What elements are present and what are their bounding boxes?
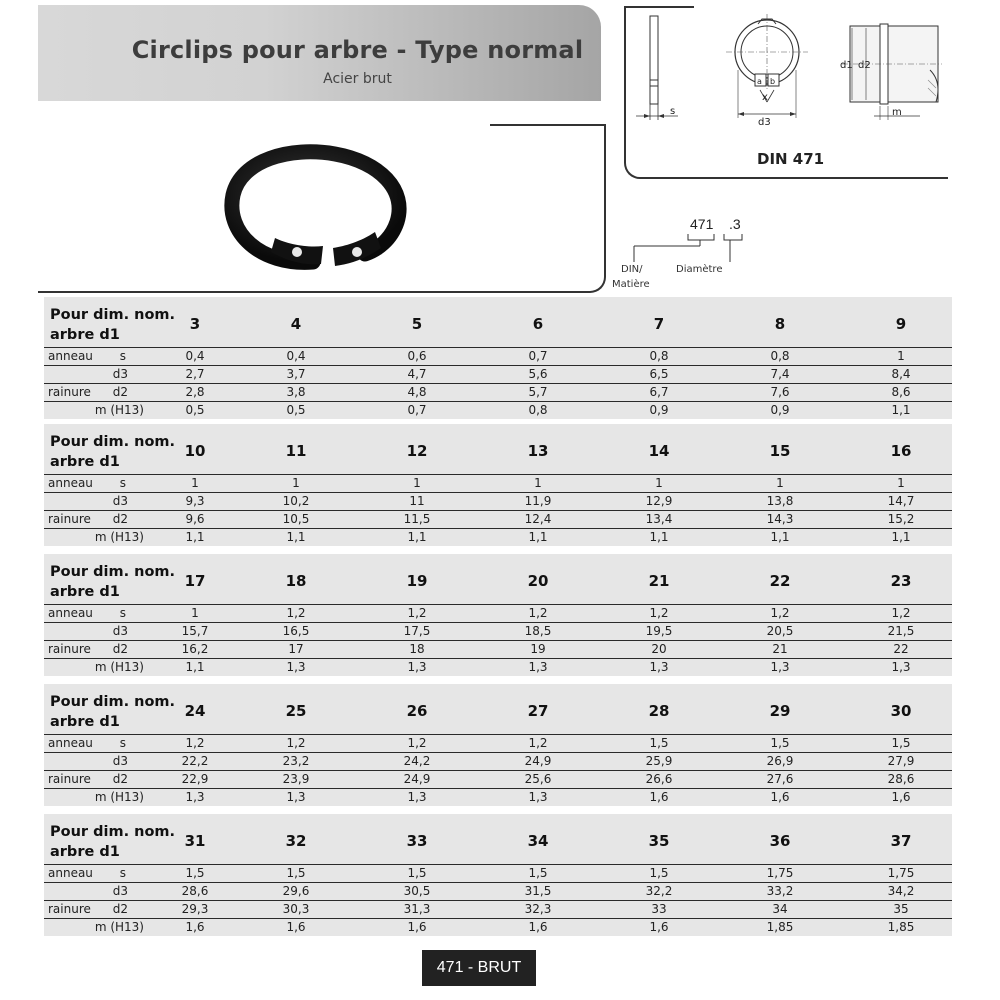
value-cell: 3,7 bbox=[286, 367, 306, 381]
value-cell: 1,5 bbox=[649, 736, 669, 750]
page-title: Circlips pour arbre - Type normal bbox=[131, 36, 584, 64]
table-row-d3 bbox=[44, 752, 952, 770]
header-line-2: arbre d1 bbox=[50, 454, 120, 470]
size-cell: 33 bbox=[406, 832, 428, 850]
value-cell: 17 bbox=[288, 642, 304, 656]
table-header bbox=[44, 814, 952, 864]
value-cell: 8,6 bbox=[891, 385, 911, 399]
value-cell: 1,1 bbox=[891, 530, 911, 544]
row-sub-label: m (H13) bbox=[94, 660, 144, 674]
value-cell: 1,1 bbox=[770, 530, 790, 544]
table-header-label bbox=[50, 562, 175, 602]
row-group-label: anneau bbox=[48, 606, 93, 620]
table-row-m bbox=[44, 401, 952, 419]
value-cell: 31,3 bbox=[403, 902, 431, 916]
table-row-s bbox=[44, 474, 952, 492]
value-cell: 0,7 bbox=[407, 403, 427, 417]
value-cell: 0,4 bbox=[286, 349, 306, 363]
size-cell: 23 bbox=[890, 572, 912, 590]
value-cell: 15,7 bbox=[181, 624, 209, 638]
value-cell: 24,9 bbox=[403, 772, 431, 786]
order-code-material-label: Matière bbox=[612, 279, 650, 290]
value-cell: 1,3 bbox=[770, 660, 790, 674]
row-sub-label: m (H13) bbox=[94, 790, 144, 804]
value-cell: 4,7 bbox=[407, 367, 427, 381]
value-cell: 1,3 bbox=[407, 790, 427, 804]
value-cell: 1,85 bbox=[766, 920, 794, 934]
value-cell: 33,2 bbox=[766, 884, 794, 898]
value-cell: 1,85 bbox=[887, 920, 915, 934]
size-cell: 9 bbox=[895, 315, 907, 333]
table-header-label bbox=[50, 305, 175, 345]
size-cell: 35 bbox=[648, 832, 670, 850]
size-cell: 28 bbox=[648, 702, 670, 720]
size-cell: 30 bbox=[890, 702, 912, 720]
value-cell: 0,9 bbox=[770, 403, 790, 417]
size-cell: 29 bbox=[769, 702, 791, 720]
row-sub-label: d3 bbox=[112, 494, 128, 508]
label-d3: d3 bbox=[758, 117, 771, 128]
value-cell: 32,3 bbox=[524, 902, 552, 916]
value-cell: 1,1 bbox=[891, 403, 911, 417]
row-sub-label: d2 bbox=[112, 512, 128, 526]
value-cell: 22,2 bbox=[181, 754, 209, 768]
row-group-label: rainure bbox=[48, 512, 91, 526]
order-code-diameter-label: Diamètre bbox=[676, 264, 723, 275]
value-cell: 1 bbox=[655, 476, 663, 490]
row-sub-label: d3 bbox=[112, 367, 128, 381]
value-cell: 1,5 bbox=[286, 866, 306, 880]
table-row-m bbox=[44, 918, 952, 936]
row-sub-label: s bbox=[119, 606, 126, 620]
din-diagram-frame-top bbox=[624, 6, 694, 8]
value-cell: 25,9 bbox=[645, 754, 673, 768]
row-sub-label: s bbox=[119, 476, 126, 490]
size-cell: 3 bbox=[189, 315, 201, 333]
value-cell: 11 bbox=[409, 494, 425, 508]
row-sub-label: m (H13) bbox=[94, 920, 144, 934]
value-cell: 1,6 bbox=[649, 790, 669, 804]
value-cell: 15,2 bbox=[887, 512, 915, 526]
size-cell: 16 bbox=[890, 442, 912, 460]
value-cell: 0,8 bbox=[649, 349, 669, 363]
table-header bbox=[44, 554, 952, 604]
row-group-label: rainure bbox=[48, 642, 91, 656]
header-line-1: Pour dim. nom. bbox=[50, 564, 176, 580]
value-cell: 1,2 bbox=[528, 606, 548, 620]
value-cell: 1,1 bbox=[407, 530, 427, 544]
row-sub-label: d3 bbox=[112, 754, 128, 768]
value-cell: 27,6 bbox=[766, 772, 794, 786]
value-cell: 16,2 bbox=[181, 642, 209, 656]
value-cell: 1,3 bbox=[286, 660, 306, 674]
value-cell: 1,3 bbox=[649, 660, 669, 674]
row-group-label: rainure bbox=[48, 385, 91, 399]
size-cell: 6 bbox=[532, 315, 544, 333]
value-cell: 5,7 bbox=[528, 385, 548, 399]
table-row-s bbox=[44, 347, 952, 365]
table-row-m bbox=[44, 788, 952, 806]
value-cell: 2,7 bbox=[185, 367, 205, 381]
value-cell: 8,4 bbox=[891, 367, 911, 381]
circlip-photo bbox=[215, 140, 415, 280]
value-cell: 1,3 bbox=[528, 790, 548, 804]
value-cell: 1,2 bbox=[286, 606, 306, 620]
value-cell: 1,2 bbox=[528, 736, 548, 750]
value-cell: 32,2 bbox=[645, 884, 673, 898]
header-banner bbox=[38, 5, 601, 101]
row-sub-label: d3 bbox=[112, 884, 128, 898]
value-cell: 1,6 bbox=[649, 920, 669, 934]
value-cell: 31,5 bbox=[524, 884, 552, 898]
value-cell: 1,3 bbox=[286, 790, 306, 804]
value-cell: 1 bbox=[534, 476, 542, 490]
row-sub-label: d2 bbox=[112, 385, 128, 399]
table-row-d3 bbox=[44, 882, 952, 900]
value-cell: 4,8 bbox=[407, 385, 427, 399]
value-cell: 1,6 bbox=[770, 790, 790, 804]
size-cell: 22 bbox=[769, 572, 791, 590]
size-cell: 18 bbox=[285, 572, 307, 590]
value-cell: 20 bbox=[651, 642, 667, 656]
value-cell: 1,2 bbox=[891, 606, 911, 620]
table-row-m bbox=[44, 528, 952, 546]
value-cell: 0,7 bbox=[528, 349, 548, 363]
size-cell: 20 bbox=[527, 572, 549, 590]
size-cell: 26 bbox=[406, 702, 428, 720]
label-d1: d1 bbox=[840, 60, 853, 71]
value-cell: 1,3 bbox=[407, 660, 427, 674]
footer-badge: 471 - BRUT bbox=[422, 950, 536, 986]
value-cell: 1,1 bbox=[528, 530, 548, 544]
row-sub-label: d2 bbox=[112, 642, 128, 656]
dimension-table bbox=[44, 297, 952, 419]
value-cell: 1 bbox=[897, 476, 905, 490]
din-technical-drawing bbox=[630, 10, 942, 130]
value-cell: 24,2 bbox=[403, 754, 431, 768]
value-cell: 19 bbox=[530, 642, 546, 656]
value-cell: 17,5 bbox=[403, 624, 431, 638]
value-cell: 1 bbox=[191, 606, 199, 620]
value-cell: 23,2 bbox=[282, 754, 310, 768]
value-cell: 13,4 bbox=[645, 512, 673, 526]
value-cell: 27,9 bbox=[887, 754, 915, 768]
size-cell: 14 bbox=[648, 442, 670, 460]
value-cell: 5,6 bbox=[528, 367, 548, 381]
table-header bbox=[44, 684, 952, 734]
size-cell: 31 bbox=[184, 832, 206, 850]
value-cell: 1,6 bbox=[185, 920, 205, 934]
table-header bbox=[44, 297, 952, 347]
value-cell: 1,5 bbox=[891, 736, 911, 750]
size-cell: 5 bbox=[411, 315, 423, 333]
order-code-part-a: 471 bbox=[690, 216, 714, 232]
header-line-2: arbre d1 bbox=[50, 327, 120, 343]
value-cell: 29,6 bbox=[282, 884, 310, 898]
value-cell: 1,1 bbox=[649, 530, 669, 544]
value-cell: 1 bbox=[191, 476, 199, 490]
value-cell: 26,9 bbox=[766, 754, 794, 768]
table-row-s bbox=[44, 604, 952, 622]
header-line-2: arbre d1 bbox=[50, 584, 120, 600]
value-cell: 0,5 bbox=[185, 403, 205, 417]
value-cell: 1,5 bbox=[649, 866, 669, 880]
value-cell: 1,5 bbox=[407, 866, 427, 880]
value-cell: 30,5 bbox=[403, 884, 431, 898]
value-cell: 7,6 bbox=[770, 385, 790, 399]
value-cell: 10,2 bbox=[282, 494, 310, 508]
value-cell: 1,5 bbox=[770, 736, 790, 750]
row-sub-label: s bbox=[119, 736, 126, 750]
value-cell: 16,5 bbox=[282, 624, 310, 638]
row-group-label: anneau bbox=[48, 349, 93, 363]
header-line-2: arbre d1 bbox=[50, 844, 120, 860]
size-cell: 37 bbox=[890, 832, 912, 850]
value-cell: 11,9 bbox=[524, 494, 552, 508]
header-line-1: Pour dim. nom. bbox=[50, 694, 176, 710]
value-cell: 34,2 bbox=[887, 884, 915, 898]
size-cell: 34 bbox=[527, 832, 549, 850]
value-cell: 28,6 bbox=[181, 884, 209, 898]
table-row-m bbox=[44, 658, 952, 676]
value-cell: 24,9 bbox=[524, 754, 552, 768]
order-code-brackets bbox=[630, 232, 750, 266]
value-cell: 1 bbox=[897, 349, 905, 363]
row-sub-label: d2 bbox=[112, 902, 128, 916]
row-sub-label: m (H13) bbox=[94, 403, 144, 417]
value-cell: 21 bbox=[772, 642, 788, 656]
value-cell: 1,1 bbox=[286, 530, 306, 544]
value-cell: 9,3 bbox=[185, 494, 205, 508]
size-cell: 36 bbox=[769, 832, 791, 850]
product-photo-frame-top bbox=[490, 124, 604, 126]
page-subtitle: Acier brut bbox=[323, 71, 392, 87]
size-cell: 11 bbox=[285, 442, 307, 460]
value-cell: 1,2 bbox=[185, 736, 205, 750]
value-cell: 7,4 bbox=[770, 367, 790, 381]
size-cell: 8 bbox=[774, 315, 786, 333]
value-cell: 1,2 bbox=[286, 736, 306, 750]
table-header bbox=[44, 424, 952, 474]
value-cell: 23,9 bbox=[282, 772, 310, 786]
value-cell: 1 bbox=[413, 476, 421, 490]
dimension-table bbox=[44, 554, 952, 676]
value-cell: 33 bbox=[651, 902, 667, 916]
value-cell: 1,6 bbox=[407, 920, 427, 934]
size-cell: 32 bbox=[285, 832, 307, 850]
header-line-1: Pour dim. nom. bbox=[50, 824, 176, 840]
table-row-d2 bbox=[44, 640, 952, 658]
value-cell: 0,9 bbox=[649, 403, 669, 417]
value-cell: 19,5 bbox=[645, 624, 673, 638]
label-b: b bbox=[770, 77, 776, 86]
table-row-d2 bbox=[44, 510, 952, 528]
value-cell: 9,6 bbox=[185, 512, 205, 526]
value-cell: 0,6 bbox=[407, 349, 427, 363]
value-cell: 1,6 bbox=[528, 920, 548, 934]
table-row-d2 bbox=[44, 770, 952, 788]
value-cell: 1,6 bbox=[891, 790, 911, 804]
label-s: s bbox=[670, 106, 676, 117]
value-cell: 21,5 bbox=[887, 624, 915, 638]
label-x: x bbox=[762, 92, 768, 103]
order-code-part-b: .3 bbox=[729, 216, 741, 232]
row-sub-label: s bbox=[119, 866, 126, 880]
value-cell: 1,6 bbox=[286, 920, 306, 934]
value-cell: 14,3 bbox=[766, 512, 794, 526]
value-cell: 35 bbox=[893, 902, 909, 916]
value-cell: 1 bbox=[776, 476, 784, 490]
table-header-label bbox=[50, 432, 175, 472]
value-cell: 11,5 bbox=[403, 512, 431, 526]
size-cell: 17 bbox=[184, 572, 206, 590]
size-cell: 15 bbox=[769, 442, 791, 460]
table-row-d3 bbox=[44, 365, 952, 383]
value-cell: 34 bbox=[772, 902, 788, 916]
value-cell: 1,2 bbox=[649, 606, 669, 620]
size-cell: 27 bbox=[527, 702, 549, 720]
value-cell: 1,3 bbox=[891, 660, 911, 674]
value-cell: 22 bbox=[893, 642, 909, 656]
label-d2: d2 bbox=[858, 60, 871, 71]
row-sub-label: s bbox=[119, 349, 126, 363]
dimension-table bbox=[44, 684, 952, 806]
row-sub-label: m (H13) bbox=[94, 530, 144, 544]
row-group-label: anneau bbox=[48, 476, 93, 490]
value-cell: 26,6 bbox=[645, 772, 673, 786]
value-cell: 22,9 bbox=[181, 772, 209, 786]
table-row-d3 bbox=[44, 492, 952, 510]
row-sub-label: d2 bbox=[112, 772, 128, 786]
value-cell: 1,3 bbox=[528, 660, 548, 674]
value-cell: 1,3 bbox=[185, 790, 205, 804]
value-cell: 1,5 bbox=[185, 866, 205, 880]
value-cell: 1,1 bbox=[185, 660, 205, 674]
value-cell: 6,7 bbox=[649, 385, 669, 399]
value-cell: 0,8 bbox=[770, 349, 790, 363]
value-cell: 0,4 bbox=[185, 349, 205, 363]
value-cell: 6,5 bbox=[649, 367, 669, 381]
value-cell: 25,6 bbox=[524, 772, 552, 786]
value-cell: 1,2 bbox=[407, 606, 427, 620]
value-cell: 3,8 bbox=[286, 385, 306, 399]
row-group-label: rainure bbox=[48, 772, 91, 786]
value-cell: 1,2 bbox=[407, 736, 427, 750]
value-cell: 28,6 bbox=[887, 772, 915, 786]
table-row-d2 bbox=[44, 383, 952, 401]
header-line-1: Pour dim. nom. bbox=[50, 307, 176, 323]
header-line-1: Pour dim. nom. bbox=[50, 434, 176, 450]
order-code-din-label: DIN/ bbox=[621, 264, 643, 275]
value-cell: 1,1 bbox=[185, 530, 205, 544]
table-row-d2 bbox=[44, 900, 952, 918]
size-cell: 21 bbox=[648, 572, 670, 590]
size-cell: 7 bbox=[653, 315, 665, 333]
size-cell: 25 bbox=[285, 702, 307, 720]
size-cell: 19 bbox=[406, 572, 428, 590]
table-header-label bbox=[50, 692, 175, 732]
dimension-table bbox=[44, 814, 952, 936]
dimension-table bbox=[44, 424, 952, 546]
value-cell: 13,8 bbox=[766, 494, 794, 508]
row-group-label: rainure bbox=[48, 902, 91, 916]
size-cell: 4 bbox=[290, 315, 302, 333]
value-cell: 1,75 bbox=[887, 866, 915, 880]
header-line-2: arbre d1 bbox=[50, 714, 120, 730]
row-group-label: anneau bbox=[48, 736, 93, 750]
value-cell: 1,75 bbox=[766, 866, 794, 880]
size-cell: 10 bbox=[184, 442, 206, 460]
row-group-label: anneau bbox=[48, 866, 93, 880]
label-a: a bbox=[757, 77, 762, 86]
value-cell: 18 bbox=[409, 642, 425, 656]
din-standard-label: DIN 471 bbox=[757, 150, 825, 168]
table-row-d3 bbox=[44, 622, 952, 640]
value-cell: 12,4 bbox=[524, 512, 552, 526]
value-cell: 12,9 bbox=[645, 494, 673, 508]
value-cell: 20,5 bbox=[766, 624, 794, 638]
value-cell: 14,7 bbox=[887, 494, 915, 508]
table-header-label bbox=[50, 822, 175, 862]
value-cell: 2,8 bbox=[185, 385, 205, 399]
label-m: m bbox=[892, 107, 902, 118]
value-cell: 1 bbox=[292, 476, 300, 490]
value-cell: 10,5 bbox=[282, 512, 310, 526]
value-cell: 0,8 bbox=[528, 403, 548, 417]
value-cell: 0,5 bbox=[286, 403, 306, 417]
table-row-s bbox=[44, 864, 952, 882]
row-sub-label: d3 bbox=[112, 624, 128, 638]
size-cell: 13 bbox=[527, 442, 549, 460]
value-cell: 1,5 bbox=[528, 866, 548, 880]
value-cell: 1,2 bbox=[770, 606, 790, 620]
size-cell: 12 bbox=[406, 442, 428, 460]
table-row-s bbox=[44, 734, 952, 752]
value-cell: 18,5 bbox=[524, 624, 552, 638]
value-cell: 30,3 bbox=[282, 902, 310, 916]
size-cell: 24 bbox=[184, 702, 206, 720]
value-cell: 29,3 bbox=[181, 902, 209, 916]
